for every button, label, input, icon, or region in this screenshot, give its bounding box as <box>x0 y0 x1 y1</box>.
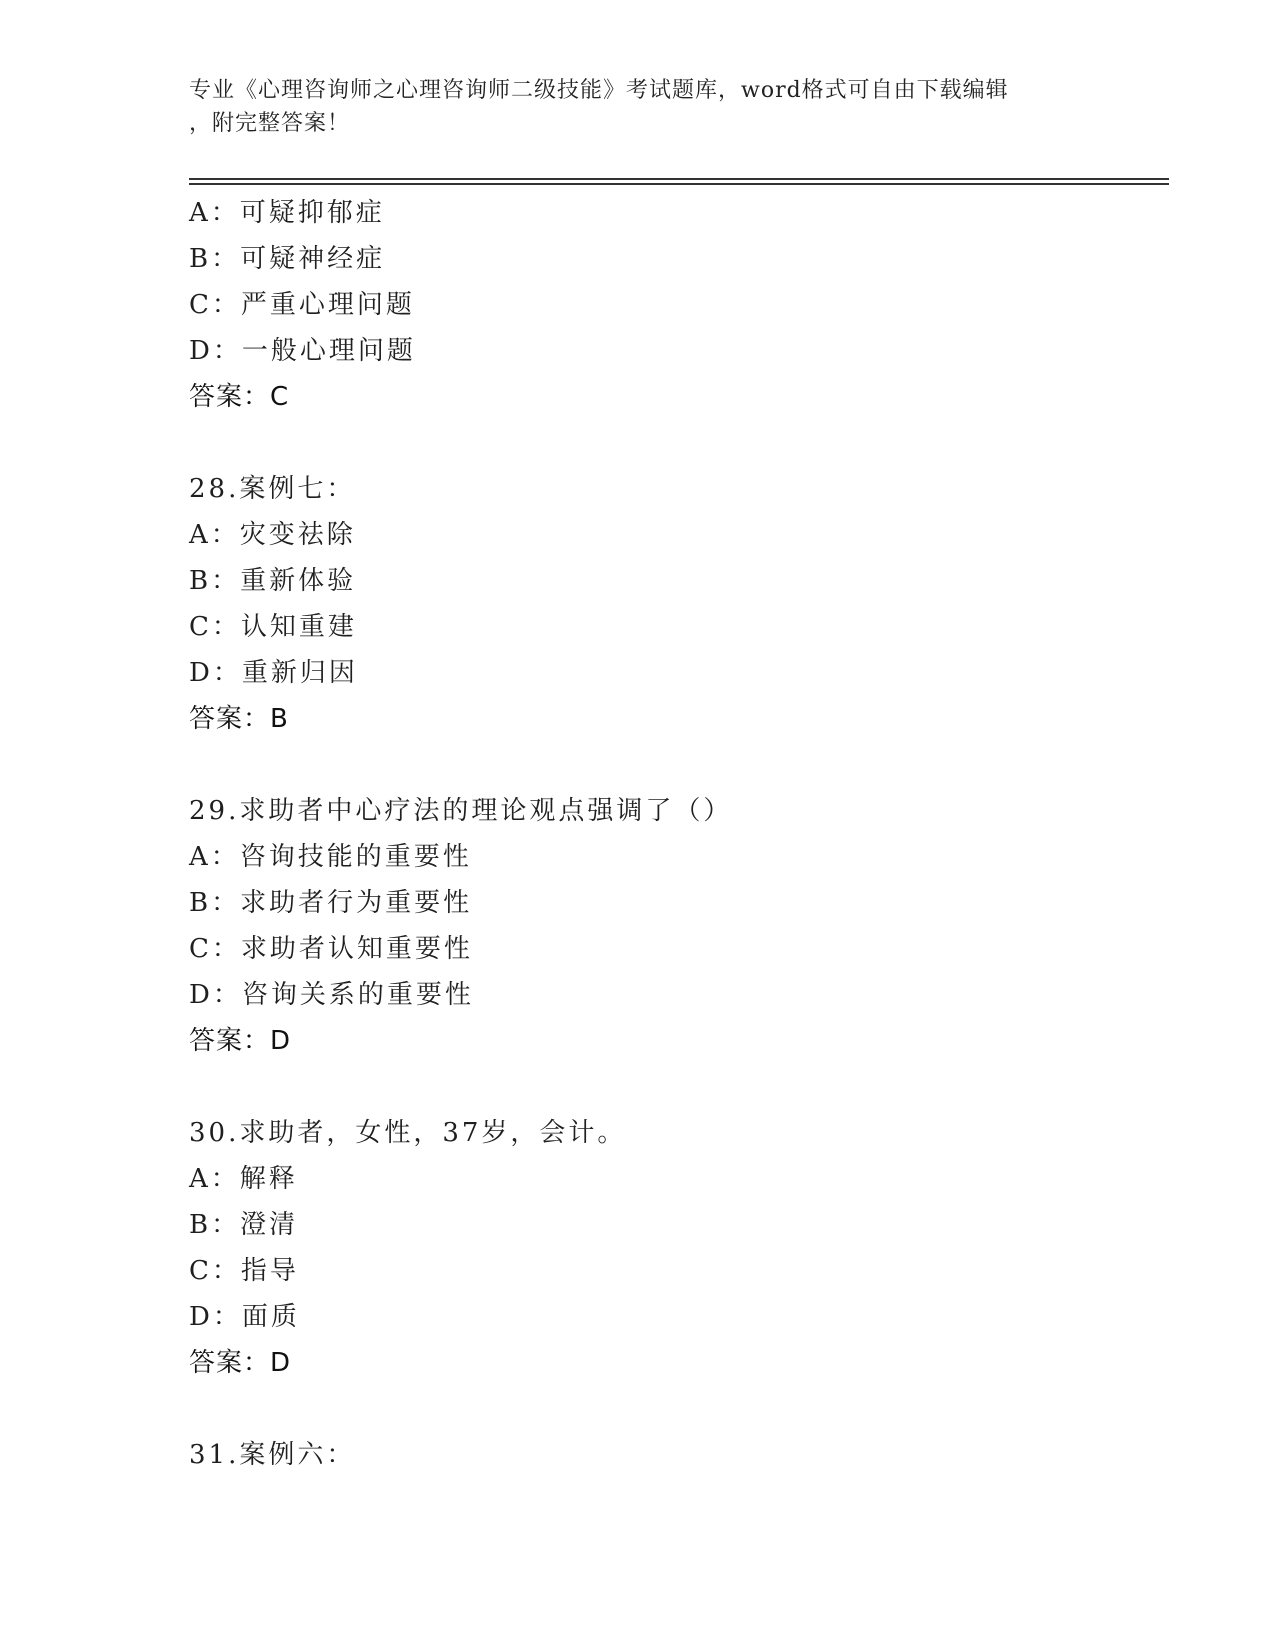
spacer <box>189 1064 1169 1110</box>
question-list <box>189 190 1169 1478</box>
spacer <box>189 1386 1169 1432</box>
option-d: D：咨询关系的重要性 <box>189 980 474 1010</box>
option-d: D：面质 <box>189 1302 300 1332</box>
option-c: C：严重心理问题 <box>189 290 415 320</box>
option-b: B：求助者行为重要性 <box>189 888 473 918</box>
option-a: A：解释 <box>189 1164 298 1194</box>
question-stem: 30.求助者，女性，37岁，会计。 <box>189 1118 627 1148</box>
answer-line: 答案：D <box>189 1026 292 1056</box>
option-a: A：灾变祛除 <box>189 520 356 550</box>
document-header <box>189 74 1089 140</box>
option-a: A：咨询技能的重要性 <box>189 842 472 872</box>
spacer <box>189 420 1169 466</box>
question-29 <box>189 788 1169 1064</box>
option-b: B：重新体验 <box>189 566 357 596</box>
option-b: B：可疑神经症 <box>189 244 386 274</box>
question-stem: 31.案例六： <box>189 1440 356 1470</box>
option-d: D：重新归因 <box>189 658 358 688</box>
question-27 <box>189 190 1169 420</box>
header-line-2: ，附完整答案！ <box>189 111 351 136</box>
answer-line: 答案：D <box>189 1348 292 1378</box>
spacer <box>189 742 1169 788</box>
header-line-1: 专业《心理咨询师之心理咨询师二级技能》考试题库，word格式可自由下载编辑 <box>189 78 1009 103</box>
question-stem: 29.求助者中心疗法的理论观点强调了（） <box>189 796 733 826</box>
answer-line: 答案：B <box>189 704 289 734</box>
option-c: C：认知重建 <box>189 612 357 642</box>
option-b: B：澄清 <box>189 1210 299 1240</box>
question-stem: 28.案例七： <box>189 474 356 504</box>
option-c: C：指导 <box>189 1256 299 1286</box>
question-28 <box>189 466 1169 742</box>
question-30 <box>189 1110 1169 1386</box>
header-divider-bottom <box>189 183 1169 185</box>
question-31 <box>189 1432 1169 1478</box>
option-d: D：一般心理问题 <box>189 336 416 366</box>
answer-line: 答案：C <box>189 382 290 412</box>
header-divider-top <box>189 178 1169 180</box>
option-a: A：可疑抑郁症 <box>189 198 385 228</box>
option-c: C：求助者认知重要性 <box>189 934 473 964</box>
